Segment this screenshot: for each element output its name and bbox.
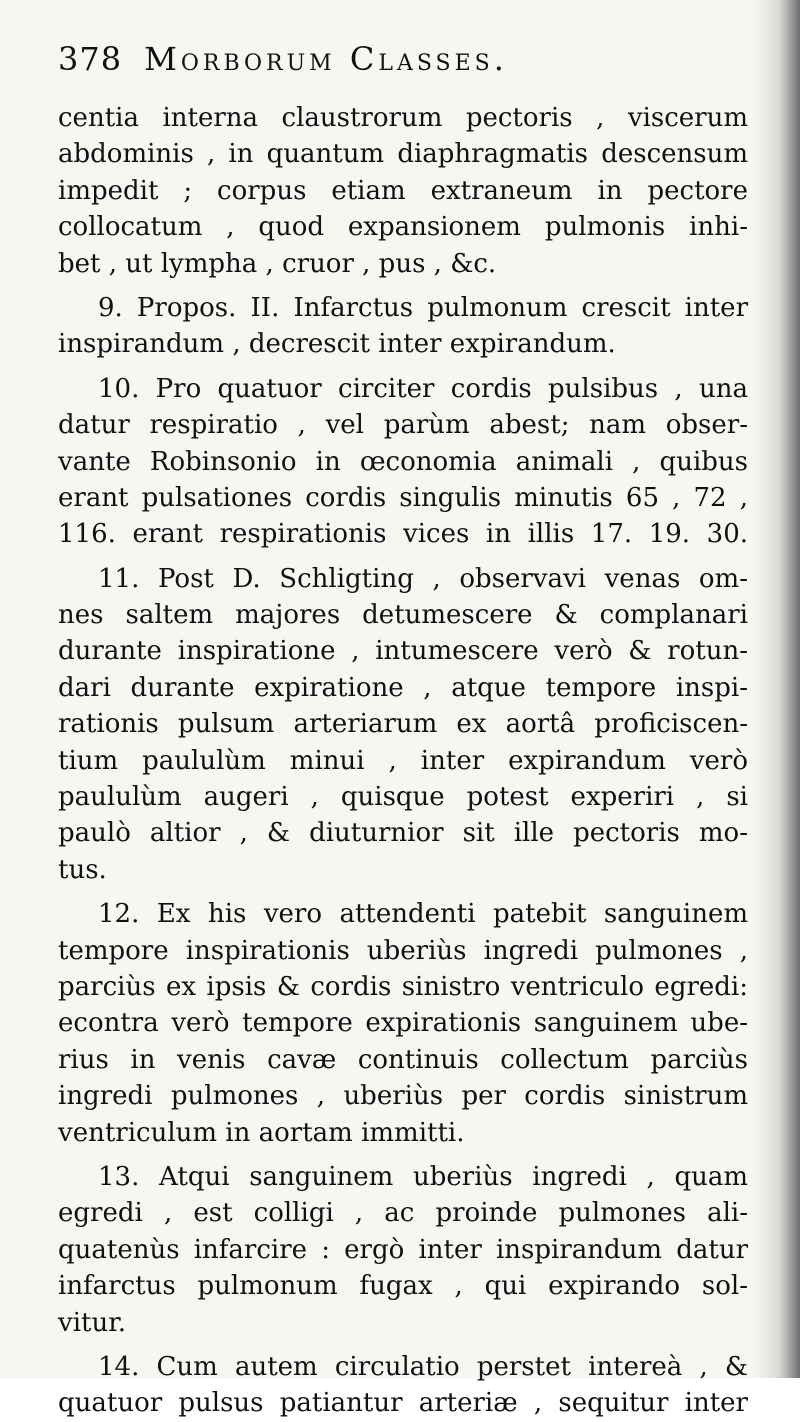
text-line: datur respiratio , vel parùm abest; nam obser- — [58, 410, 748, 441]
text-line: egredi , est colligi , ac proinde pulmones ali- — [58, 1198, 748, 1229]
paragraph-1 — [58, 100, 748, 282]
text-line: 10. Pro quatuor circiter cordis pulsibus , una — [98, 373, 748, 404]
page-number: 378 — [58, 40, 123, 78]
text-line: inspirandum , decrescit inter expirandum. — [58, 329, 616, 360]
paragraph-13 — [58, 1159, 748, 1341]
text-line: ventriculum in aortam immitti. — [58, 1117, 465, 1148]
text-line: 13. Atqui sanguinem uberiùs ingredi , quam — [98, 1161, 748, 1192]
text-line: erant pulsationes cordis singulis minutis 65 , 72 , — [58, 482, 748, 513]
text-line: 116. erant respirationis vices in illis 17. 19. 30. — [58, 519, 748, 550]
text-line: vitur. — [58, 1307, 127, 1338]
running-title: Morborum Classes. — [144, 40, 508, 78]
page-edge-shadow — [754, 0, 800, 1378]
text-line: paulò altior , & diuturnior sit ille pectoris mo- — [58, 818, 748, 849]
text-line: 11. Post D. Schligting , observavi venas om- — [98, 563, 748, 594]
text-line: collocatum , quod expansionem pulmonis inhi- — [58, 212, 748, 243]
paragraph-9 — [58, 290, 748, 363]
text-line: tium paululùm minui , inter expirandum verò — [58, 745, 748, 776]
page-header — [58, 40, 748, 100]
text-line: 9. Propos. II. Infarctus pulmonum crescit inter — [98, 292, 748, 323]
text-line: tus. — [58, 854, 107, 885]
text-line: quatenùs infarcire : ergò inter inspirandum datur — [58, 1234, 748, 1265]
text-line: paululùm augeri , quisque potest experiri , si — [58, 782, 748, 813]
text-line: econtra verò tempore expirationis sanguinem ube- — [58, 1008, 748, 1039]
text-line: vante Robinsonio in œconomia animali , quibus — [58, 446, 748, 477]
text-line: parciùs ex ipsis & cordis sinistro ventriculo egredi: — [58, 971, 748, 1002]
text-line: dari durante expiratione , atque tempore inspi- — [58, 672, 748, 703]
text-line: impedit ; corpus etiam extraneum in pectore — [58, 175, 748, 206]
paragraph-12 — [58, 896, 748, 1151]
text-block — [58, 40, 748, 1422]
text-line: rationis pulsum arteriarum ex aortâ proficiscen- — [58, 709, 748, 740]
text-line: abdominis , in quantum diaphragmatis descensum — [58, 139, 748, 170]
text-line: infarctus pulmonum fugax , qui expirando sol- — [58, 1271, 748, 1302]
text-line: rius in venis cavæ continuis collectum parciùs — [58, 1044, 748, 1075]
text-line: 12. Ex his vero attendenti patebit sanguinem — [98, 899, 748, 930]
paragraph-10 — [58, 371, 748, 553]
paragraph-11 — [58, 561, 748, 889]
paragraph-14 — [58, 1349, 748, 1422]
text-line: durante inspiratione , intumescere verò & rotun- — [58, 636, 748, 667]
text-line: nes saltem majores detumescere & complanari — [58, 600, 748, 631]
text-line: 14. Cum autem circulatio perstet intereà , & — [98, 1351, 748, 1382]
text-line: bet , ut lympha , cruor , pus , &c. — [58, 248, 497, 279]
text-line: ingredi pulmones , uberiùs per cordis sinistrum — [58, 1081, 748, 1112]
text-line: centia interna claustrorum pectoris , viscerum — [58, 103, 748, 133]
text-line: tempore inspirationis uberiùs ingredi pulmones , — [58, 935, 748, 966]
text-line: quatuor pulsus patiantur arteriæ , sequitur inter — [58, 1388, 748, 1419]
